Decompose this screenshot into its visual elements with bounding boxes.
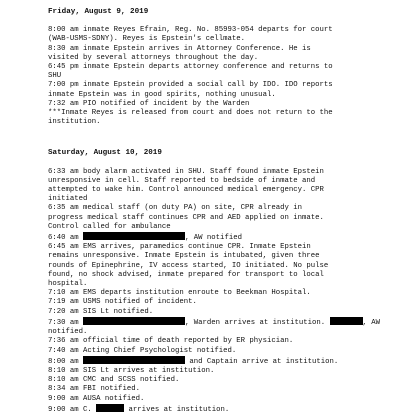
log-entry: 8:10 am SIS Lt arrives at institution. [48, 366, 215, 375]
log-entry: ***Inmate Reyes is released from court and does not return to the institution. [48, 109, 333, 127]
redaction-bar [96, 404, 124, 412]
log-entry: 8:30 am inmate Epstein arrives in Attorney Conference. He is visited by several attorneys throughout the day. [48, 44, 311, 62]
entry-text: , AW notified [185, 234, 242, 243]
entry-text: , Warden arrives at institution. [185, 318, 330, 327]
log-entry: 6:35 am medical staff (on duty PA) on site, CPR already in progress medical staff continues CPR and AED applied on inmate. Control called for ambulance [48, 204, 324, 231]
saturday-section [48, 149, 390, 414]
log-entry [48, 317, 390, 337]
entry-text: 9:00 am C. [48, 405, 97, 414]
entry-text: 7:30 am [48, 318, 84, 327]
log-entry: 8:10 am CMC and SCSS notified. [48, 376, 180, 385]
log-entry: 6:33 am body alarm activated in SHU. Staff found inmate Epstein unresponsive in cell. Staff reported to bedside of inmate and attempted to wake him. Control announced medical emergency. CPR initiated [48, 167, 324, 204]
entry-text: and Captain arrive at institution. [185, 357, 339, 366]
entry-text: , AW notified. [48, 318, 381, 337]
log-entry: 7:36 am official time of death reported by ER physician. [48, 337, 294, 346]
redaction-bar [83, 356, 185, 364]
friday-heading: Friday, August 9, 2019 [48, 8, 149, 16]
entry-text: 8:00 am [48, 357, 84, 366]
log-entry: 7:32 am PIO notified of incident by the Warden [48, 99, 250, 108]
redaction-bar [83, 232, 185, 240]
log-entry: 6:45 pm inmate Epstein departs attorney conference and returns to SHU [48, 63, 333, 81]
log-entry: 7:00 pm inmate Epstein provided a social call by IDO. IDO reports inmate Epstein was in good spirits, nothing unusual. [48, 81, 333, 99]
log-entry: 8:00 am inmate Reyes Efrain, Reg. No. 85993-054 departs for court (WAB-USMS-SDNY). Reyes is Epstein's cellmate. [48, 26, 333, 44]
log-entry [48, 404, 390, 415]
saturday-heading: Saturday, August 10, 2019 [48, 149, 162, 158]
redaction-bar [330, 317, 363, 325]
log-entry: 8:34 am FBI notified. [48, 385, 140, 394]
log-entry [48, 356, 390, 367]
log-entry: 7:19 am USMS notified of incident. [48, 298, 197, 307]
log-entry: 9:00 am AUSA notified. [48, 394, 145, 403]
log-entry: 7:40 am Acting Chief Psychologist notified. [48, 346, 237, 355]
log-entry: 6:45 am EMS arrives, paramedics continue CPR. Inmate Epstein remains unresponsive. Inmate Epstein is intubated, given three rounds of Epinephrine, IV access started, IO initiated. No pulse found, no shock advised, inmate prepared for transport to local hospital. [48, 243, 329, 289]
log-entry [48, 232, 390, 243]
log-entry: 7:10 am EMS departs institution enroute to Beekman Hospital. [48, 289, 311, 298]
log-entry: 7:20 am SIS Lt notified. [48, 307, 154, 316]
entry-text: arrives at institution. [124, 405, 230, 414]
redaction-bar [83, 317, 185, 325]
friday-section [48, 8, 390, 127]
entry-text: 6:40 am [48, 234, 84, 243]
